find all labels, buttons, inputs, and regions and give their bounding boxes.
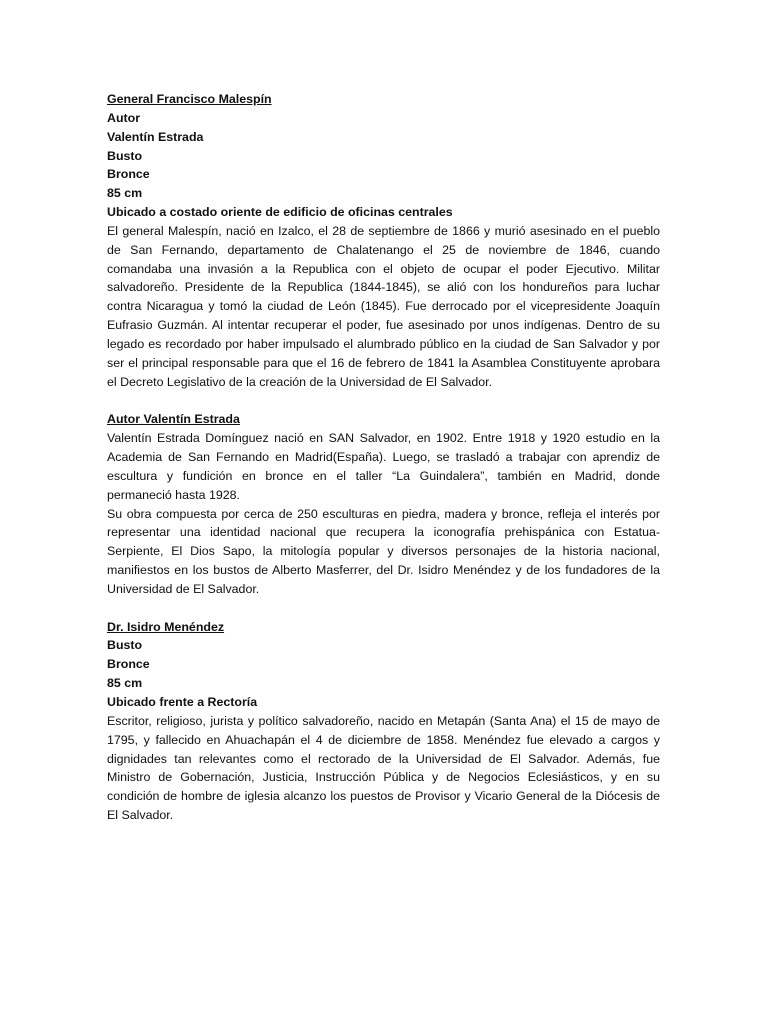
- paragraph-line: ser el principal responsable para que el 16 de febrero de 1841 la Asamblea Constituyente aprobara: [107, 355, 660, 370]
- paragraph-line: Valentín Estrada Domínguez nació en SAN Salvador, en 1902. Entre 1918 y 1920 estudio en la: [107, 431, 660, 446]
- section-malespin: [107, 90, 660, 392]
- paragraph-line: Su obra compuesta por cerca de 250 esculturas en piedra, madera y bronce, refleja el interés por: [107, 506, 660, 521]
- paragraph-line: Academia de San Fernando en Madrid(España). Luego, se trasladó a trabajar con aprendiz de: [107, 450, 660, 465]
- paragraph-line: Escritor, religioso, jurista y político salvadoreño, nacido en Metapán (Santa Ana) el 15 de mayo de: [107, 713, 660, 728]
- paragraph-line: de San Fernando, departamento de Chalatenango el 25 de noviembre de 1846, cuando: [107, 242, 660, 257]
- field-type: Busto: [107, 638, 143, 653]
- paragraph-line: Universidad de El Salvador.: [107, 581, 260, 596]
- paragraph-author-bio: [107, 429, 660, 504]
- section-menendez: [107, 618, 660, 825]
- field-type: Busto: [107, 148, 143, 163]
- paragraph-line: manifiestos en los bustos de Alberto Masferrer, del Dr. Isidro Menéndez y de los fundadores de la: [107, 563, 660, 578]
- field-material: Bronce: [107, 657, 150, 672]
- paragraph-line: legado es recordado por haber impulsado el alumbrado público en la ciudad de San Salvador y por: [107, 336, 660, 351]
- paragraph-line: salvadoreño. Presidente de la Republica (1844-1845), se alió con los hondureños para luchar: [107, 280, 660, 295]
- field-size: 85 cm: [107, 186, 143, 201]
- paragraph-line: 1795, y fallecido en Ahuachapán el 4 de diciembre de 1858. Menéndez fue elevado a cargos y: [107, 732, 660, 747]
- paragraph-line: Serpiente, El Dios Sapo, la mitología popular y diversos personajes de la historia nacional,: [107, 544, 660, 559]
- field-author-name: Valentín Estrada: [107, 129, 204, 144]
- paragraph-line: condición de hombre de iglesia alcanzo los puestos de Provisor y Vicario General de la Diócesis de: [107, 789, 660, 804]
- field-material: Bronce: [107, 167, 150, 182]
- section-author: [107, 410, 660, 598]
- paragraph-line: El Salvador.: [107, 808, 174, 823]
- section-title: Dr. Isidro Menéndez: [107, 619, 225, 634]
- paragraph-line: El general Malespín, nació en Izalco, el 28 de septiembre de 1866 y murió asesinado en el pueblo: [107, 223, 660, 238]
- paragraph-line: contra Nicaragua y tomó la ciudad de León (1845). Fue derrocado por el vicepresidente Joaquín: [107, 299, 660, 314]
- paragraph-author-work: [107, 505, 660, 599]
- paragraph-line: representar una identidad nacional que recupera la iconografía prehispánica con Estatua-: [107, 525, 660, 540]
- paragraph-line: permaneció hasta 1928.: [107, 487, 240, 502]
- paragraph-line: escultura y fundición en bronce en el taller “La Guindalera”, también en Madrid, donde: [107, 468, 660, 483]
- section-title: Autor Valentín Estrada: [107, 412, 240, 427]
- paragraph-line: el Decreto Legislativo de la creación de la Universidad de El Salvador.: [107, 374, 493, 389]
- paragraph-line: Ministro de Gobernación, Justicia, Instrucción Pública y de Negocios Eclesiásticos, y en su: [107, 770, 660, 785]
- document-page: [107, 90, 660, 825]
- section-title: General Francisco Malespín: [107, 92, 272, 106]
- paragraph-biography: [107, 712, 660, 825]
- spacer: [107, 599, 660, 618]
- paragraph-line: comandaba una invasión a la Republica con el objeto de ocupar el poder Ejecutivo. Militar: [107, 261, 660, 276]
- field-location: Ubicado frente a Rectoría: [107, 695, 258, 709]
- paragraph-line: Eufrasio Guzmán. Al intentar recuperar el poder, fue asesinado por unos indígenas. Dentro de su: [107, 318, 660, 333]
- field-size: 85 cm: [107, 676, 143, 691]
- paragraph-biography: [107, 222, 660, 392]
- paragraph-line: dignidades tan relevantes como el rectorado de la Universidad de El Salvador. Además, fue: [107, 751, 660, 766]
- spacer: [107, 392, 660, 411]
- field-location: Ubicado a costado oriente de edificio de oficinas centrales: [107, 205, 453, 220]
- field-autor-label: Autor: [107, 110, 141, 125]
